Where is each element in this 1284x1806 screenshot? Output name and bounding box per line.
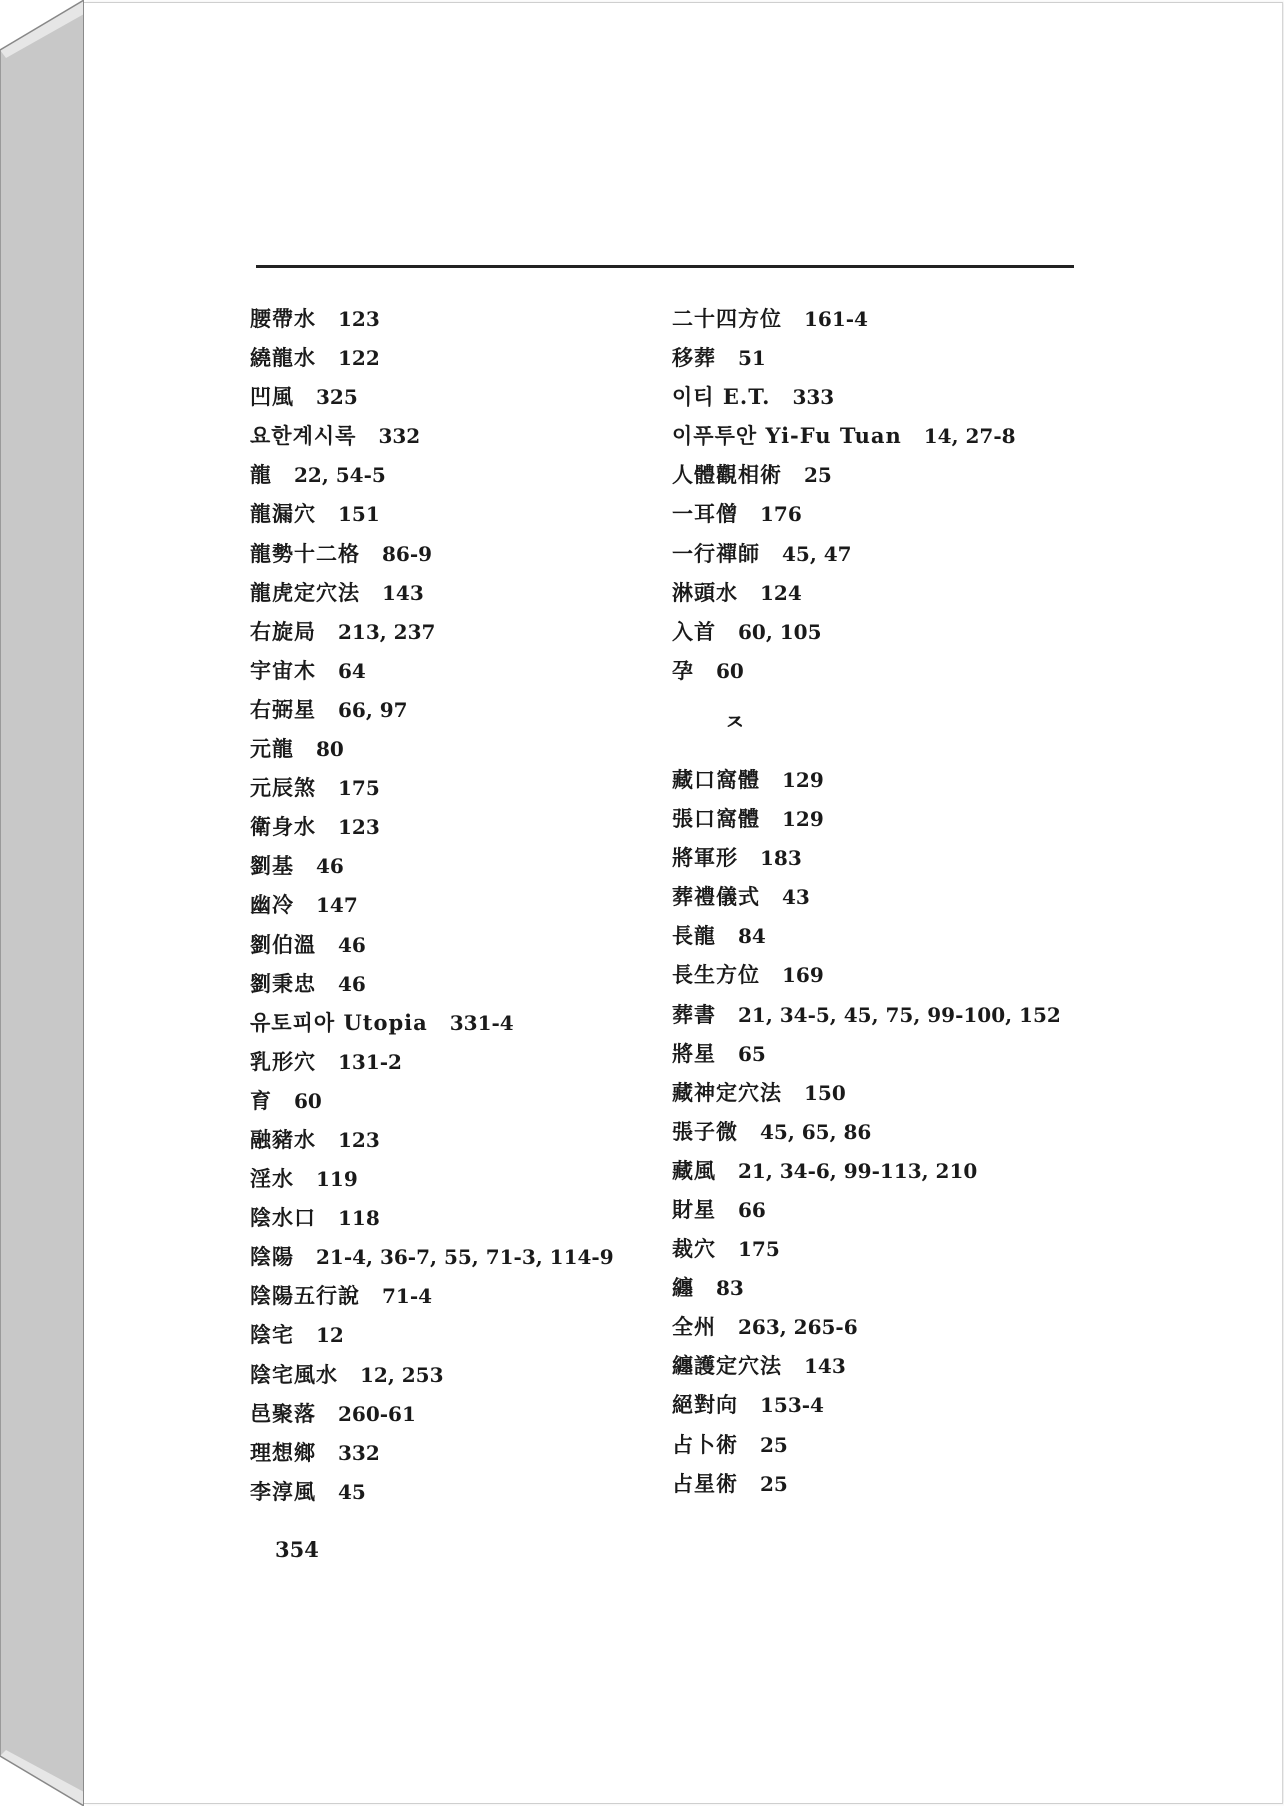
index-pages: 331-4	[449, 1010, 514, 1035]
index-term: 藏口窩體	[672, 766, 760, 792]
index-pages: 131-2	[338, 1049, 402, 1074]
index-entry	[250, 1433, 614, 1472]
index-term: 元辰煞	[250, 775, 316, 801]
index-term: 二十四方位	[672, 306, 782, 331]
index-entry	[250, 807, 614, 846]
index-term: 絕對向	[672, 1392, 738, 1418]
index-term: 占卜術	[672, 1431, 738, 1457]
index-pages: 71-4	[382, 1284, 433, 1309]
index-pages: 147	[316, 893, 358, 918]
index-entry	[250, 455, 614, 494]
index-entry	[672, 1073, 1061, 1112]
index-pages: 161-4	[804, 307, 868, 331]
index-pages: 263, 265-6	[738, 1315, 858, 1340]
index-pages: 260-61	[338, 1401, 416, 1426]
index-term: 劉伯溫	[250, 931, 316, 957]
header-rule	[256, 265, 1074, 268]
index-pages: 153-4	[760, 1393, 824, 1418]
index-entry	[250, 1159, 614, 1198]
index-term: 融豬水	[250, 1126, 316, 1152]
index-entry	[250, 1315, 614, 1354]
index-term: 龍漏穴	[250, 501, 316, 527]
index-term: 龍	[250, 462, 272, 488]
index-entry	[672, 1346, 1061, 1385]
index-pages: 143	[382, 580, 424, 605]
index-pages: 45, 65, 86	[760, 1119, 872, 1144]
index-term: 邑聚落	[250, 1400, 316, 1426]
index-pages: 333	[792, 385, 835, 410]
index-entry	[672, 338, 1061, 377]
index-term: 將星	[672, 1040, 716, 1066]
index-entry	[250, 846, 614, 885]
index-entry	[250, 1355, 614, 1394]
index-pages: 151	[338, 502, 380, 527]
index-term: 繞龍水	[250, 345, 316, 371]
index-term: 凹風	[250, 384, 294, 410]
index-entry	[250, 1198, 614, 1237]
index-pages: 124	[760, 580, 802, 605]
index-term: 宇宙木	[250, 657, 316, 683]
index-pages: 143	[804, 1354, 846, 1379]
index-pages: 21, 34-5, 45, 75, 99-100, 152	[738, 1002, 1061, 1027]
index-term: 將軍形	[672, 845, 738, 871]
index-pages: 84	[738, 924, 766, 949]
index-entry	[672, 838, 1061, 877]
index-entry	[672, 955, 1061, 994]
index-term: 右旋局	[250, 618, 316, 644]
index-entry	[672, 494, 1061, 533]
index-pages: 332	[378, 424, 421, 449]
index-term: 理想鄉	[250, 1439, 316, 1465]
index-term: 纏	[672, 1275, 694, 1301]
index-pages: 60	[716, 658, 744, 683]
index-entry	[672, 1425, 1061, 1464]
index-pages: 129	[782, 767, 824, 792]
index-term: 育	[250, 1087, 272, 1113]
index-term: 孕	[672, 657, 694, 683]
book-spine	[0, 0, 84, 1806]
index-term: 移葬	[672, 345, 716, 371]
index-entry	[672, 455, 1061, 494]
index-term: 腰帶水	[250, 306, 316, 331]
index-term: 一耳僧	[672, 501, 738, 527]
index-pages: 66, 97	[338, 697, 408, 722]
index-column-right	[672, 299, 1061, 1503]
index-term: 陰陽五行說	[250, 1283, 360, 1309]
index-term: 元龍	[250, 736, 294, 762]
index-pages: 64	[338, 658, 366, 683]
index-entry	[250, 377, 614, 416]
index-pages: 175	[738, 1237, 780, 1262]
index-term: 右弼星	[250, 696, 316, 722]
index-pages: 169	[782, 963, 824, 988]
index-pages: 22, 54-5	[294, 463, 386, 488]
index-pages: 175	[338, 776, 380, 801]
index-entry	[250, 416, 614, 455]
index-pages: 45, 47	[782, 541, 852, 566]
index-entry	[672, 1385, 1061, 1424]
index-entry	[250, 1394, 614, 1433]
index-entry	[672, 573, 1061, 612]
index-entry	[250, 651, 614, 690]
index-pages: 14, 27-8	[923, 424, 1016, 449]
index-entry	[672, 612, 1061, 651]
index-term: 이푸투안 Yi-Fu Tuan	[672, 423, 902, 449]
index-term: 藏神定穴法	[672, 1079, 782, 1105]
index-term: 葬書	[672, 1001, 716, 1027]
index-entry	[672, 1229, 1061, 1268]
index-entry	[672, 1464, 1061, 1503]
index-entry	[250, 1003, 614, 1042]
index-pages: 46	[338, 932, 366, 957]
index-term: 乳形穴	[250, 1048, 316, 1074]
index-pages: 45	[338, 1479, 366, 1504]
section-heading: ㅈ	[724, 709, 746, 736]
index-term: 龍虎定穴法	[250, 579, 360, 605]
index-pages: 325	[316, 385, 358, 410]
index-entry	[250, 299, 614, 338]
index-entry	[250, 534, 614, 573]
index-entry	[672, 377, 1061, 416]
index-pages: 176	[760, 502, 802, 527]
index-term: 長龍	[672, 923, 716, 949]
index-entry	[672, 916, 1061, 955]
index-pages: 83	[716, 1276, 744, 1301]
index-pages: 123	[338, 307, 380, 331]
index-pages: 60, 105	[738, 619, 822, 644]
index-pages: 123	[338, 815, 380, 840]
index-entry	[672, 995, 1061, 1034]
index-entry	[672, 651, 1061, 690]
index-term: 藏風	[672, 1157, 716, 1183]
index-term: 陰宅風水	[250, 1361, 338, 1387]
index-entry	[672, 760, 1061, 799]
index-term: 張口窩體	[672, 806, 760, 832]
index-term: 요한계시록	[250, 423, 357, 449]
index-pages: 12, 253	[360, 1362, 444, 1387]
index-pages: 46	[338, 971, 366, 996]
index-pages: 65	[738, 1041, 766, 1066]
index-entry	[250, 612, 614, 651]
index-entry	[250, 690, 614, 729]
index-entry	[250, 494, 614, 533]
index-pages: 183	[760, 846, 802, 871]
index-term: 長生方位	[672, 962, 760, 988]
index-entry	[250, 573, 614, 612]
index-term: 陰陽	[250, 1244, 294, 1270]
index-entry	[250, 768, 614, 807]
index-pages: 51	[738, 346, 766, 371]
index-term: 人體觀相術	[672, 462, 782, 488]
index-entry	[672, 534, 1061, 573]
index-entry	[250, 1081, 614, 1120]
index-entry	[250, 729, 614, 768]
index-pages: 25	[760, 1432, 788, 1457]
index-term: 龍勢十二格	[250, 540, 360, 566]
index-term: 入首	[672, 618, 716, 644]
index-term: 葬禮儀式	[672, 884, 760, 910]
index-entry	[250, 1237, 614, 1276]
index-pages: 123	[338, 1127, 380, 1152]
index-pages: 60	[294, 1088, 322, 1113]
index-pages: 213, 237	[338, 619, 436, 644]
index-term: 陰宅	[250, 1322, 294, 1348]
index-pages: 12	[316, 1323, 344, 1348]
index-term: 財星	[672, 1196, 716, 1222]
index-term: 幽冷	[250, 892, 294, 918]
index-pages: 21, 34-6, 99-113, 210	[738, 1158, 978, 1183]
index-entry	[672, 1190, 1061, 1229]
index-pages: 80	[316, 737, 344, 762]
index-term: 裁穴	[672, 1236, 716, 1262]
index-pages: 25	[804, 463, 832, 488]
index-entry	[672, 416, 1061, 455]
index-entry	[250, 1276, 614, 1315]
index-term: 유토피아 Utopia	[250, 1009, 428, 1035]
index-term: 陰水口	[250, 1205, 316, 1231]
index-entry	[672, 1268, 1061, 1307]
index-entry	[672, 1307, 1061, 1346]
index-term: 張子微	[672, 1118, 738, 1144]
index-term: 全州	[672, 1314, 716, 1340]
index-term: 劉秉忠	[250, 970, 316, 996]
page-number: 354	[275, 1537, 319, 1562]
index-pages: 332	[338, 1440, 380, 1465]
index-term: 占星術	[672, 1470, 738, 1496]
index-term: 一行禪師	[672, 540, 760, 566]
index-entry	[250, 925, 614, 964]
index-entry	[250, 1120, 614, 1159]
index-term: 劉基	[250, 853, 294, 879]
index-pages: 66	[738, 1197, 766, 1222]
index-term: 衛身水	[250, 814, 316, 840]
index-column-left	[250, 299, 614, 1511]
index-entry	[672, 1034, 1061, 1073]
index-entry	[250, 964, 614, 1003]
index-pages: 21-4, 36-7, 55, 71-3, 114-9	[316, 1245, 614, 1270]
index-pages: 122	[338, 346, 380, 371]
index-entry	[672, 877, 1061, 916]
index-entry	[672, 1112, 1061, 1151]
index-term: 李淳風	[250, 1478, 316, 1504]
index-term: 纏護定穴法	[672, 1353, 782, 1379]
index-pages: 118	[338, 1206, 380, 1231]
index-term: 이티 E.T.	[672, 384, 771, 410]
index-pages: 25	[760, 1471, 788, 1496]
index-entry	[250, 1472, 614, 1511]
index-entry	[672, 1151, 1061, 1190]
index-pages: 150	[804, 1080, 846, 1105]
index-entry	[672, 799, 1061, 838]
index-term: 淋頭水	[672, 579, 738, 605]
index-pages: 119	[316, 1167, 358, 1192]
index-pages: 46	[316, 854, 344, 879]
index-entry	[250, 338, 614, 377]
index-pages: 86-9	[382, 541, 433, 566]
index-entry	[672, 299, 1061, 338]
index-pages: 43	[782, 885, 810, 910]
index-term: 淫水	[250, 1166, 294, 1192]
index-pages: 129	[782, 807, 824, 832]
index-entry	[250, 885, 614, 924]
index-entry	[250, 1042, 614, 1081]
